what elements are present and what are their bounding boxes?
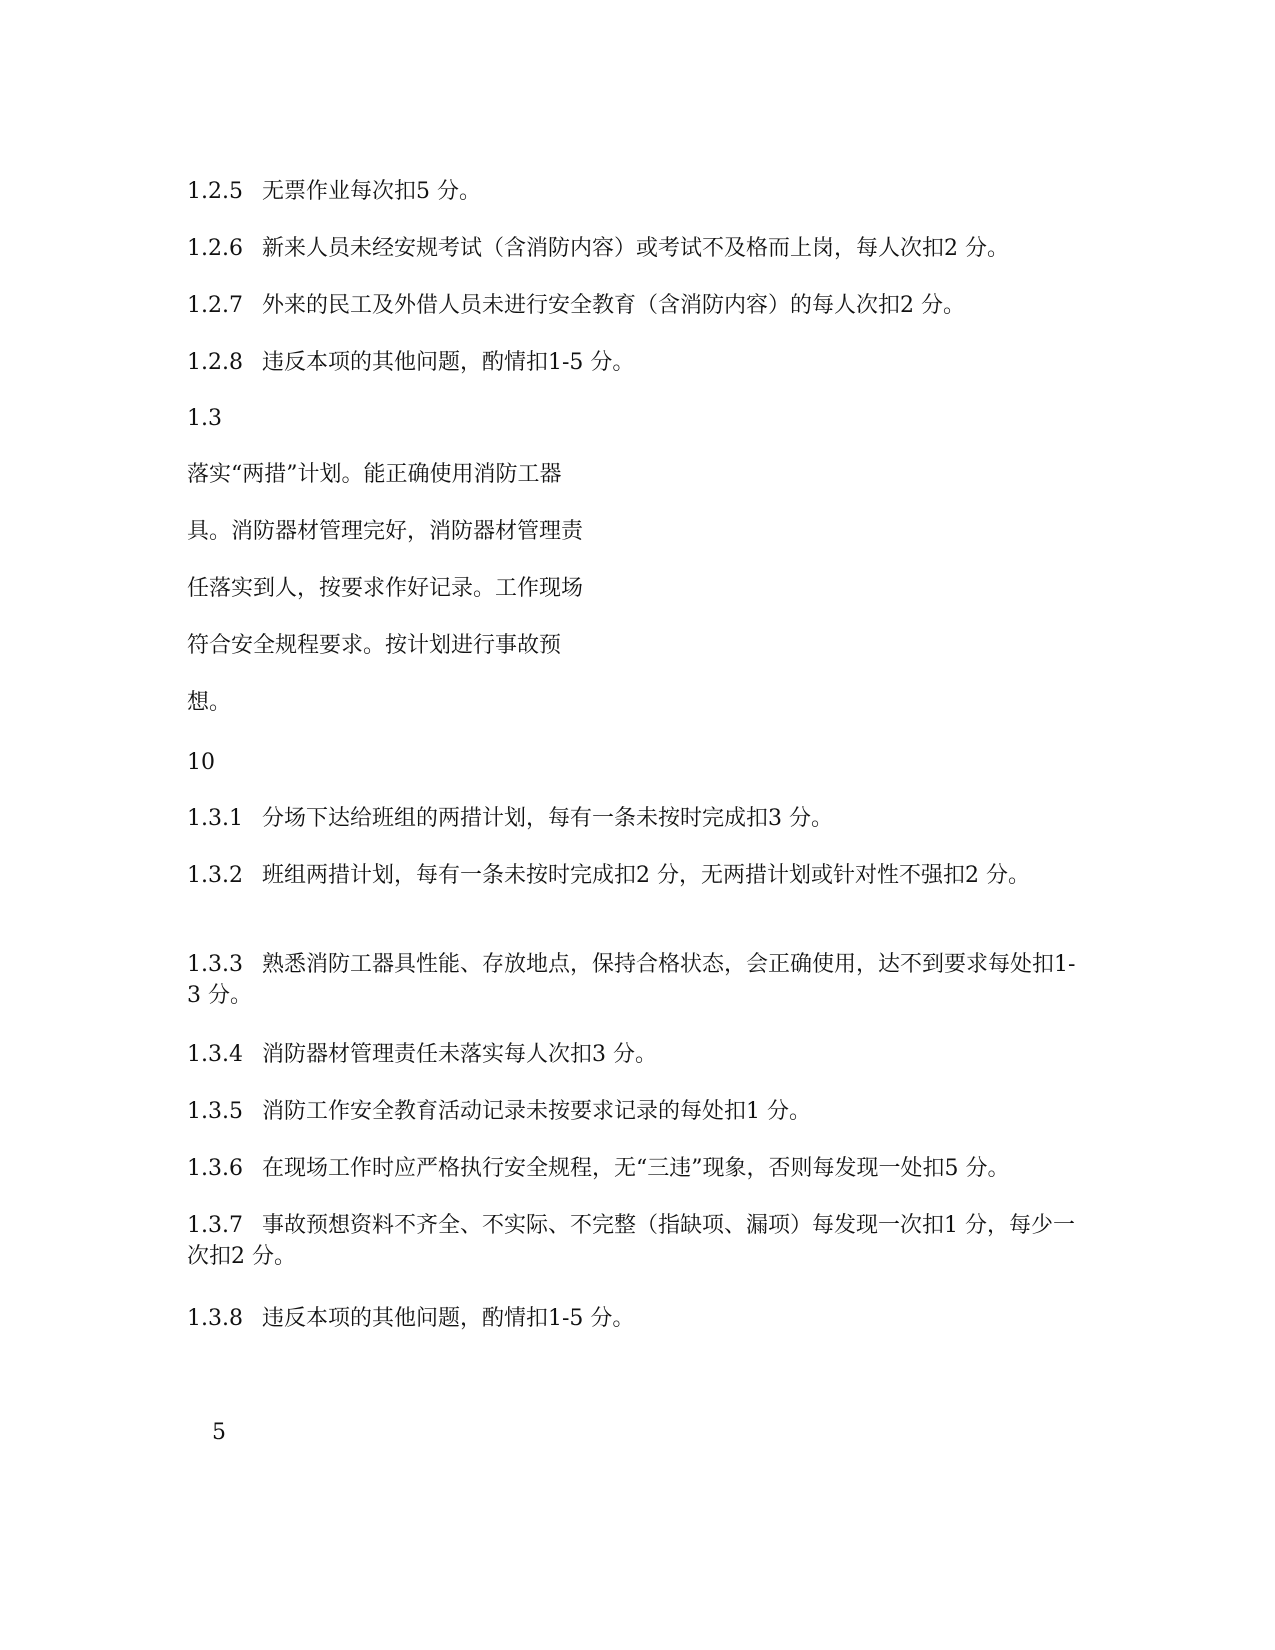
item-number: 1.3.6: [187, 1156, 243, 1181]
item-1-3-4: [187, 1039, 657, 1070]
item-1-2-8: [187, 347, 634, 378]
page-number: 5: [212, 1420, 226, 1445]
item-number: 1.3.8: [187, 1306, 243, 1331]
item-text: 新来人员未经安规考试（含消防内容）或考试不及格而上岗，每人次扣2 分。: [262, 236, 1009, 261]
item-number: 1.3.7: [187, 1213, 243, 1238]
item-number: 1.3.1: [187, 806, 243, 831]
item-number: 1.3.5: [187, 1099, 243, 1124]
item-text: 消防器材管理责任未落实每人次扣3 分。: [262, 1042, 657, 1067]
item-1-3-3: [187, 949, 1087, 1011]
section-description-line: 落实“两措”计划。能正确使用消防工器: [187, 462, 562, 487]
section-number: 1.3: [187, 406, 222, 431]
section-description-line: 具。消防器材管理完好，消防器材管理责: [187, 519, 584, 544]
item-text: 熟悉消防工器具性能、存放地点，保持合格状态，会正确使用，达不到要求每处扣1-3 分。: [187, 952, 1076, 1008]
item-text: 外来的民工及外借人员未进行安全教育（含消防内容）的每人次扣2 分。: [262, 293, 965, 318]
item-number: 1.3.4: [187, 1042, 243, 1067]
item-text: 违反本项的其他问题，酌情扣1-5 分。: [262, 350, 635, 375]
item-number: 1.2.8: [187, 350, 243, 375]
item-text: 班组两措计划，每有一条未按时完成扣2 分，无两措计划或针对性不强扣2 分。: [262, 863, 1030, 888]
section-description-line: 任落实到人，按要求作好记录。工作现场: [187, 576, 584, 601]
item-1-3-7: [187, 1210, 1087, 1272]
item-number: 1.2.5: [187, 179, 243, 204]
item-1-3-8: [187, 1303, 634, 1334]
item-text: 消防工作安全教育活动记录未按要求记录的每处扣1 分。: [262, 1099, 811, 1124]
item-number: 1.2.6: [187, 236, 243, 261]
item-text: 违反本项的其他问题，酌情扣1-5 分。: [262, 1306, 635, 1331]
section-score: 10: [187, 750, 215, 775]
item-text: 无票作业每次扣5 分。: [262, 179, 481, 204]
section-description-line: 想。: [187, 690, 232, 715]
item-number: 1.2.7: [187, 293, 243, 318]
item-number: 1.3.2: [187, 863, 243, 888]
item-text: 事故预想资料不齐全、不实际、不完整（指缺项、漏项）每发现一次扣1 分，每少一次扣2 分。: [187, 1213, 1075, 1269]
item-1-2-5: [187, 176, 481, 207]
item-text: 在现场工作时应严格执行安全规程，无“三违”现象，否则每发现一处扣5 分。: [262, 1156, 1010, 1181]
item-1-3-2: [187, 860, 1087, 891]
item-1-3-1: [187, 803, 833, 834]
item-1-2-6: [187, 233, 1009, 264]
item-1-3-6: [187, 1153, 1010, 1184]
item-number: 1.3.3: [187, 952, 243, 977]
item-1-3-5: [187, 1096, 811, 1127]
section-description-line: 符合安全规程要求。按计划进行事故预: [187, 633, 562, 658]
item-text: 分场下达给班组的两措计划，每有一条未按时完成扣3 分。: [262, 806, 833, 831]
item-1-2-7: [187, 290, 965, 321]
